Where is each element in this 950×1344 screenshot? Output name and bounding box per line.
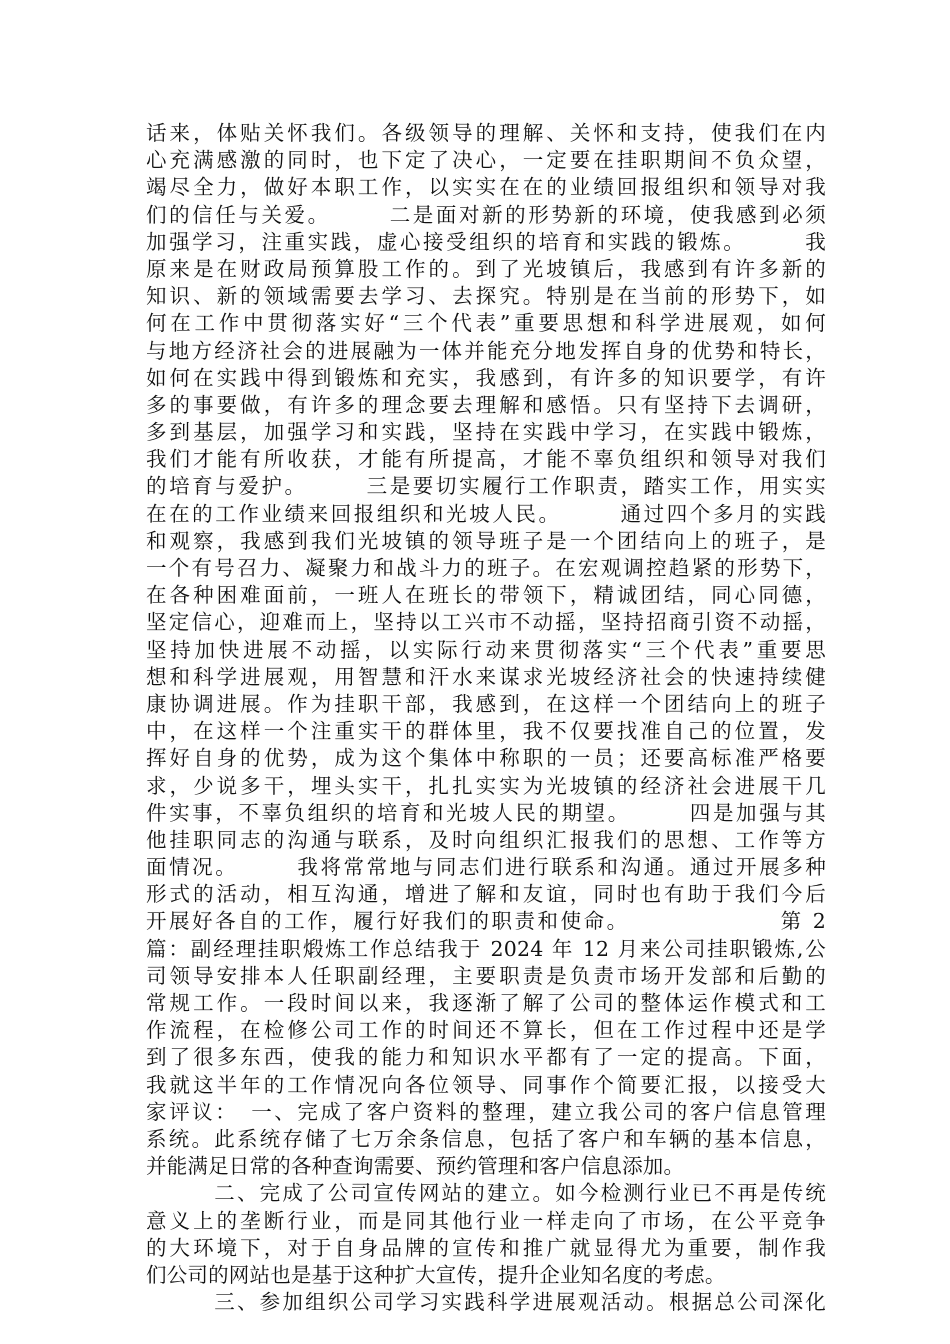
text-line: 面情况。 我将常常地与同志们进行联系和沟通。通过开展多种 xyxy=(146,855,826,880)
text-line: 竭尽全力，做好本职工作，以实实在在的业绩回报组织和领导对我 xyxy=(146,175,826,200)
text-line: 与地方经济社会的进展融为一体并能充分地发挥自身的优势和特长， xyxy=(146,338,826,363)
text-line: 们的信任与关爱。 二是面对新的形势新的环境，使我感到必须 xyxy=(146,202,826,227)
text-line: 康协调进展。作为挂职干部，我感到，在这样一个团结向上的班子 xyxy=(146,691,826,716)
text-line: 开展好各自的工作，履行好我们的职责和使命。 第 2 xyxy=(146,909,826,934)
text-line: 多到基层，加强学习和实践，坚持在实践中学习，在实践中锻炼， xyxy=(146,420,826,445)
text-line: 家评议： 一、完成了客户资料的整理，建立我公司的客户信息管理 xyxy=(146,1099,826,1124)
body-text xyxy=(146,120,826,1316)
text-line: 坚定信心，迎难而上，坚持以工兴市不动摇，坚持招商引资不动摇， xyxy=(146,610,826,635)
text-line: 想和科学进展观，用智慧和汗水来谋求光坡经济社会的快速持续健 xyxy=(146,664,826,689)
text-line: 加强学习，注重实践，虚心接受组织的培育和实践的锻炼。 我 xyxy=(146,229,826,254)
text-line: 形式的活动，相互沟通，增进了解和友谊，同时也有助于我们今后 xyxy=(146,882,826,907)
text-line: 在在的工作业绩来回报组织和光坡人民。 通过四个多月的实践 xyxy=(146,501,826,526)
text-line: 如何在实践中得到锻炼和充实，我感到，有许多的知识要学，有许 xyxy=(146,365,826,390)
text-line: 多的事要做，有许多的理念要去理解和感悟。只有坚持下去调研， xyxy=(146,392,826,417)
text-line: 常规工作。一段时间以来，我逐渐了解了公司的整体运作模式和工 xyxy=(146,991,826,1015)
text-line: 我就这半年的工作情况向各位领导、同事作个简要汇报，以接受大 xyxy=(146,1072,826,1097)
text-line: 篇：副经理挂职煅炼工作总结我于 2024 年 12 月来公司挂职锻炼,公 xyxy=(146,936,826,961)
text-line: 坚持加快进展不动摇，以实际行动来贯彻落实“三个代表”重要思 xyxy=(146,637,826,662)
text-line: 话来，体贴关怀我们。各级领导的理解、关怀和支持，使我们在内 xyxy=(146,121,826,145)
text-line: 们公司的网站也是基于这种扩大宣传，提升企业知名度的考虑。 xyxy=(146,1262,726,1287)
text-line: 求，少说多干，埋头实干，扎扎实实为光坡镇的经济社会进展干几 xyxy=(146,773,826,798)
text-line: 件实事，不辜负组织的培育和光坡人民的期望。 四是加强与其 xyxy=(146,800,826,825)
text-line: 司领导安排本人任职副经理，主要职责是负责市场开发部和后勤的 xyxy=(146,963,826,988)
text-line: 挥好自身的优势，成为这个集体中称职的一员；还要高标准严格要 xyxy=(146,746,826,771)
text-line: 到了很多东西，使我的能力和知识水平都有了一定的提高。下面， xyxy=(146,1045,826,1070)
text-line: 的大环境下，对于自身品牌的宣传和推广就显得尤为重要，制作我 xyxy=(146,1235,826,1260)
text-line: 并能满足日常的各种查询需要、预约管理和客户信息添加。 xyxy=(146,1154,685,1179)
text-line: 原来是在财政局预算股工作的。到了光坡镇后，我感到有许多新的 xyxy=(146,256,826,281)
text-line: 一个有号召力、凝聚力和战斗力的班子。在宏观调控趋紧的形势下， xyxy=(146,556,826,580)
text-line: 和观察，我感到我们光坡镇的领导班子是一个团结向上的班子，是 xyxy=(146,528,826,553)
text-line: 心充满感激的同时，也下定了决心，一定要在挂职期间不负众望， xyxy=(146,148,826,173)
text-line: 三、参加组织公司学习实践科学进展观活动。根据总公司深化 xyxy=(146,1290,826,1315)
text-line: 的培育与爱护。 三是要切实履行工作职责，踏实工作，用实实 xyxy=(146,474,826,499)
text-line: 二、完成了公司宣传网站的建立。如今检测行业已不再是传统 xyxy=(146,1181,826,1206)
text-line: 他挂职同志的沟通与联系，及时向组织汇报我们的思想、工作等方 xyxy=(146,827,826,852)
text-line: 知识、新的领域需要去学习、去探究。特别是在当前的形势下，如 xyxy=(146,284,826,309)
text-line: 在各种困难面前，一班人在班长的带领下，精诚团结，同心同德， xyxy=(146,583,826,608)
text-line: 系统。此系统存储了七万余条信息，包括了客户和车辆的基本信息， xyxy=(146,1126,826,1151)
text-line: 何在工作中贯彻落实好“三个代表”重要思想和科学进展观，如何 xyxy=(146,311,826,336)
text-line: 我们才能有所收获，才能有所提高，才能不辜负组织和领导对我们 xyxy=(146,447,826,472)
text-line: 中，在这样一个注重实干的群体里，我不仅要找准自己的位置，发 xyxy=(146,719,826,744)
text-line: 意义上的垄断行业，而是同其他行业一样走向了市场，在公平竞争 xyxy=(146,1208,826,1233)
text-line: 作流程，在检修公司工作的时间还不算长，但在工作过程中还是学 xyxy=(146,1018,826,1043)
